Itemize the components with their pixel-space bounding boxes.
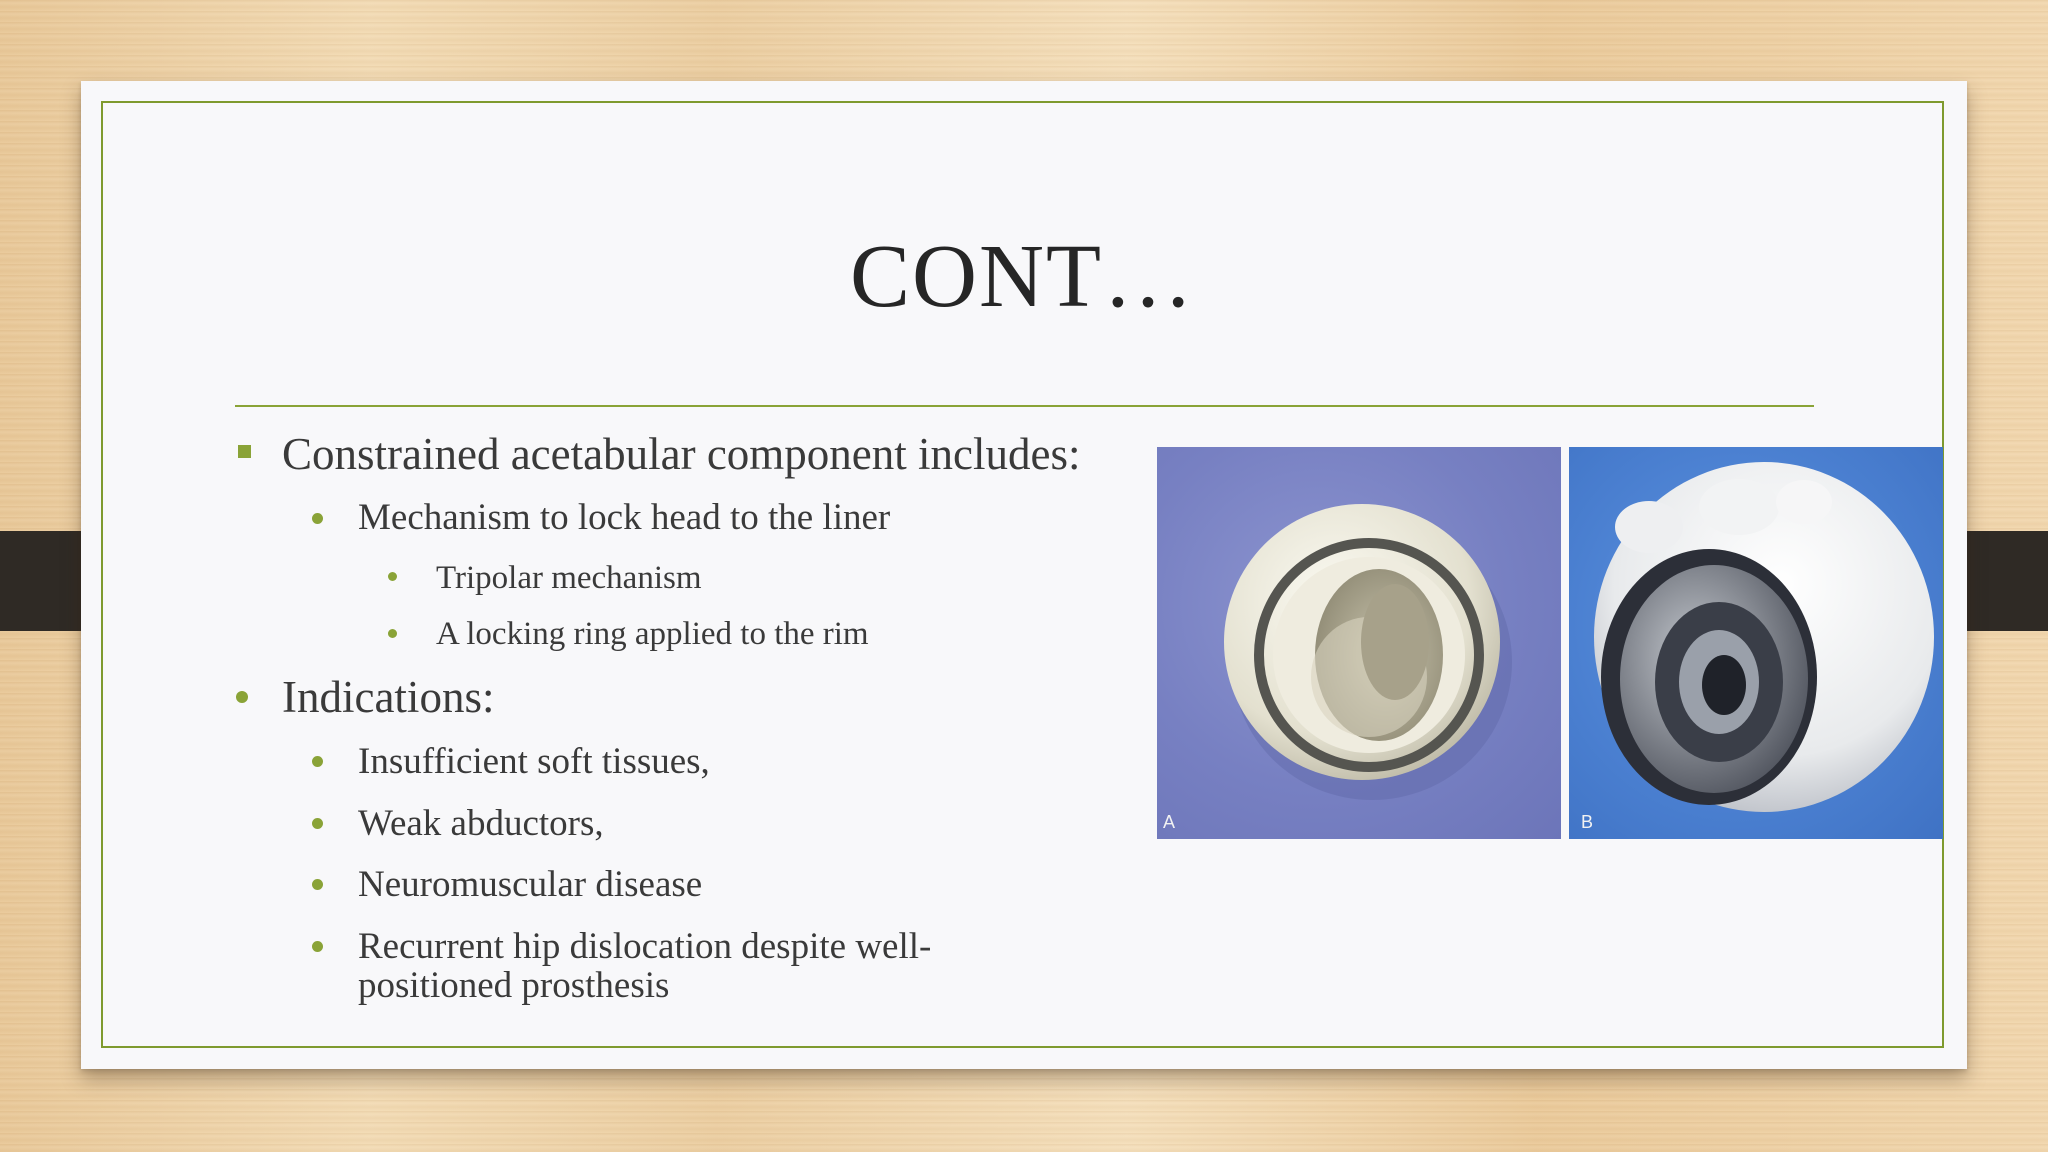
bullet-item: Constrained acetabular component includes: [282, 429, 1081, 479]
slide-title: CONT… [850, 227, 1195, 326]
bullet-item-continuation: positioned prosthesis [358, 965, 670, 1006]
bullet-item: Neuromuscular disease [358, 864, 703, 905]
tripolar-component-illustration [1157, 447, 1561, 839]
locking-ring-component-illustration [1569, 447, 1943, 839]
image-locking-ring-component [1569, 447, 1943, 839]
bullet-item: Insufficient soft tissues, [358, 741, 710, 782]
bullet-item: Tripolar mechanism [436, 560, 702, 596]
bullet-item: Indications: [282, 672, 495, 722]
bullet-item: A locking ring applied to the rim [436, 616, 869, 652]
bullet-item: Mechanism to lock head to the liner [358, 497, 891, 538]
image-tripolar-component [1157, 447, 1561, 839]
image-label: A [1163, 812, 1176, 832]
bullet-item: Recurrent hip dislocation despite well- [358, 926, 932, 967]
bullet-item: Weak abductors, [358, 803, 604, 844]
image-label: B [1581, 812, 1594, 832]
title-divider [235, 405, 1814, 407]
